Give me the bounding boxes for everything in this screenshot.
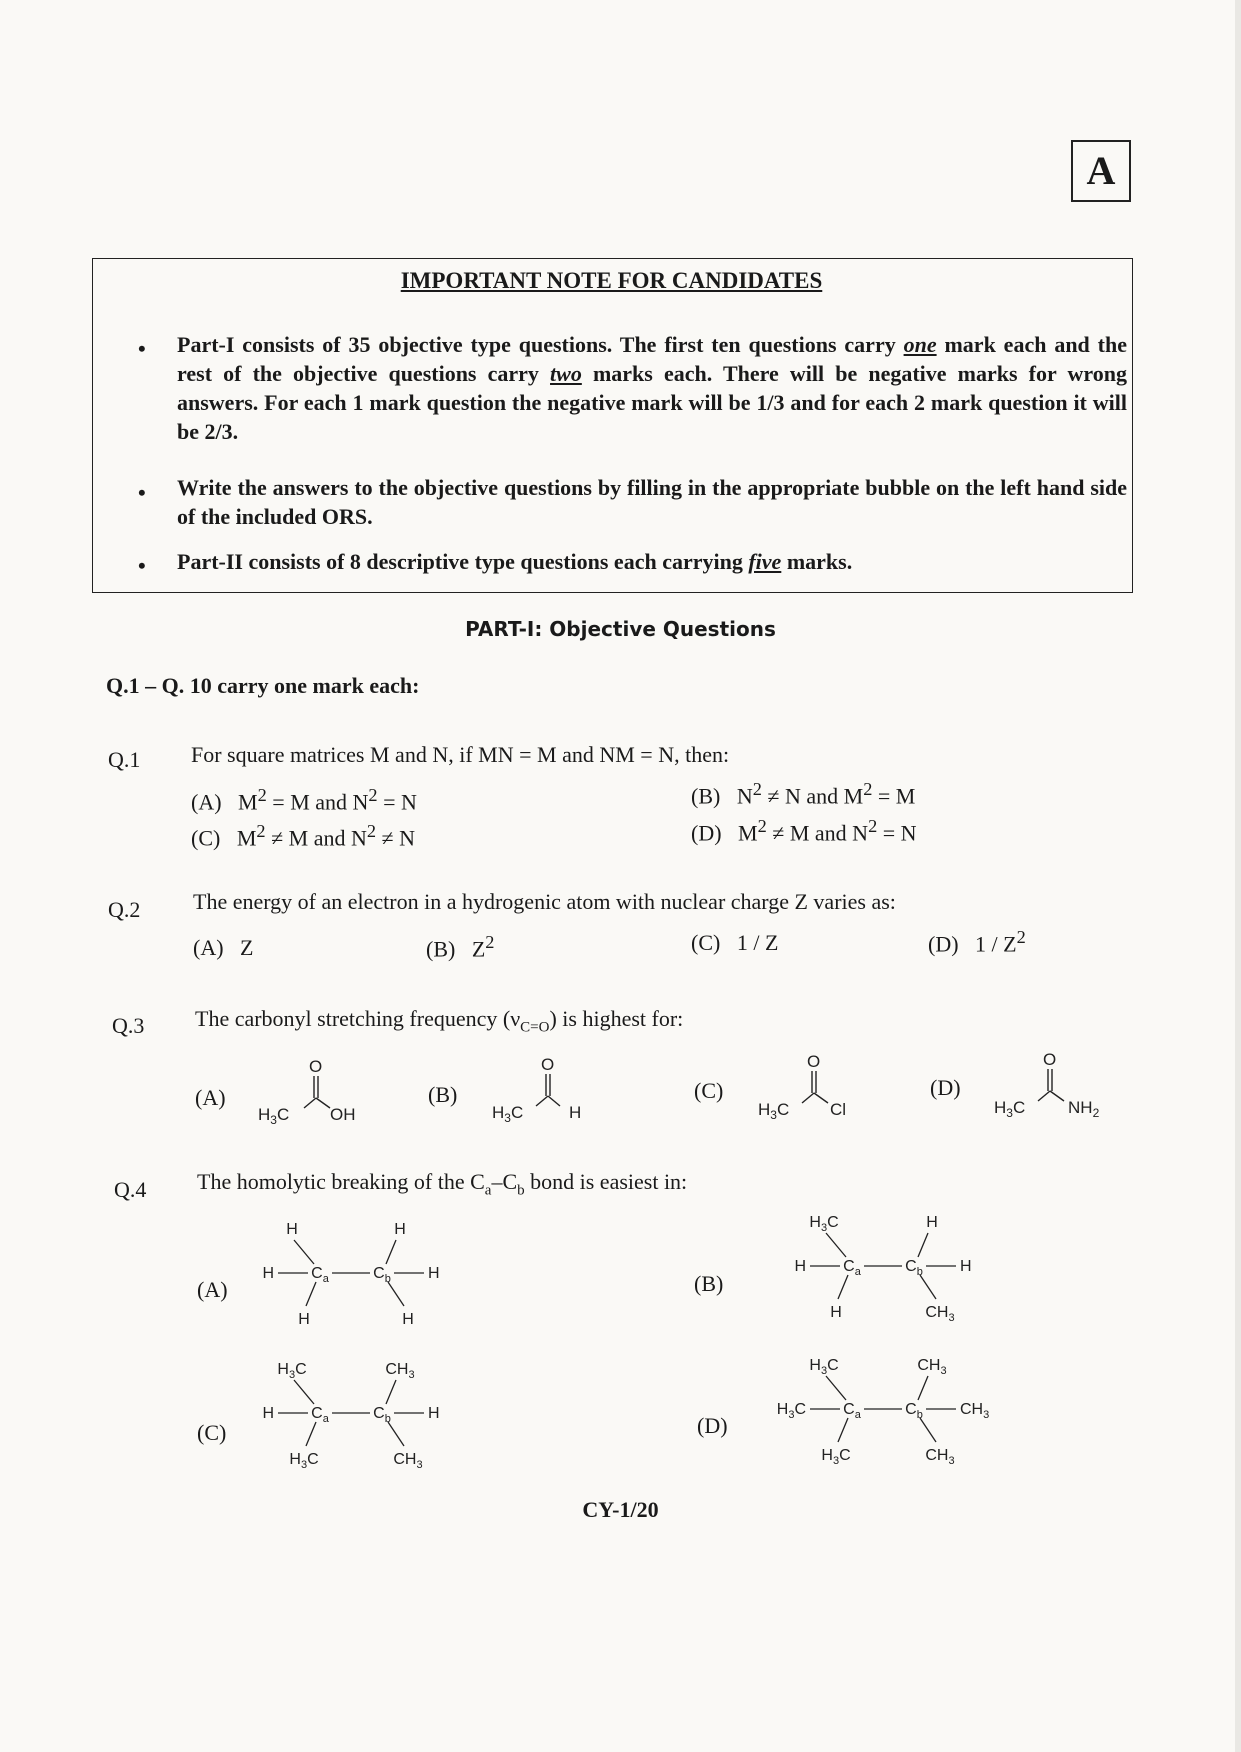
- q2-number: Q.2: [108, 897, 141, 922]
- substituent-upper-left: $H_3C$: [277, 1361, 307, 1381]
- carbon-a: $C_a$: [311, 1405, 329, 1425]
- svg-text:H3C: $H_3C$: [758, 1100, 790, 1122]
- note-item-1: Part-I consists of 35 objective type questions. The first ten questions carry one mark each and the rest of the objective questions carry two marks each. There will be negative marks for wrong answers. For each 1 mark question the negative mark will be 1/3 and for each 2 mark question it will be 2/3.: [177, 332, 1127, 444]
- q3-molecule-b: [484, 1048, 604, 1123]
- q1-option-a: (A) $M^2 = M$ and $N^2 = N$: [191, 785, 417, 815]
- q1-option-b: (B) $N^2 \ne N$ and $M^2 = M$: [691, 779, 916, 809]
- substituent-lower-right: $CH_3$: [393, 1451, 423, 1471]
- q4-molecule-b: [752, 1205, 1002, 1335]
- section-heading: Q.1 – Q. 10 carry one mark each:: [106, 673, 420, 698]
- carbon-b: $C_b$: [373, 1405, 391, 1425]
- carbon-a: $C_a$: [311, 1265, 329, 1285]
- substituent-lower-left: $H_3C$: [289, 1451, 319, 1471]
- q3-molecule-a: [250, 1050, 380, 1125]
- q4-option-a: (A): [197, 1277, 228, 1302]
- q2-option-a: (A) Z: [193, 935, 254, 960]
- bullet-1: •: [138, 336, 146, 361]
- scan-edge: [1235, 0, 1241, 1752]
- q4-option-d: (D): [697, 1413, 728, 1438]
- svg-text:O: O: [541, 1055, 555, 1074]
- substituent-right: H: [428, 1405, 440, 1422]
- svg-text:NH2: $NH_2$: [1068, 1098, 1100, 1120]
- note-item-3: Part-II consists of 8 descriptive type questions each carrying five marks.: [177, 549, 853, 574]
- bullet-2: •: [138, 480, 146, 505]
- svg-text:H: H: [569, 1103, 582, 1122]
- q3-molecule-d: [986, 1043, 1126, 1118]
- carbon-b: $C_b$: [905, 1401, 923, 1421]
- substituent-right: H: [428, 1265, 440, 1282]
- q3-option-d: (D): [930, 1075, 961, 1100]
- carbon-a: $C_a$: [843, 1401, 861, 1421]
- substituent-upper-left: $H_3C$: [809, 1214, 839, 1234]
- svg-text:H3C: $H_3C$: [994, 1098, 1026, 1120]
- set-code-box: [1071, 140, 1131, 202]
- substituent-right: $CH_3$: [960, 1401, 990, 1421]
- q4-text: The homolytic breaking of the $C_a-C_b$ bond is easiest in:: [197, 1169, 688, 1199]
- substituent-lower-right: H: [402, 1311, 414, 1328]
- substituent-lower-left: $H_3C$: [821, 1447, 851, 1467]
- q2-option-c: (C) 1 / Z: [691, 930, 779, 955]
- q1-number: Q.1: [108, 747, 141, 772]
- substituent-upper-left: $H_3C$: [809, 1357, 839, 1377]
- substituent-right: H: [960, 1258, 972, 1275]
- q1-option-c: (C) $M^2 \ne M$ and $N^2 \ne N$: [191, 821, 415, 851]
- set-code: A: [1086, 148, 1116, 193]
- substituent-upper-right: $CH_3$: [385, 1361, 415, 1381]
- svg-text:O: O: [309, 1057, 323, 1076]
- substituent-left: H: [794, 1258, 806, 1275]
- substituent-left: H: [262, 1265, 274, 1282]
- q2-text: The energy of an electron in a hydrogenic atom with nuclear charge Z varies as:: [193, 889, 896, 914]
- part-heading: PART-I: Objective Questions: [465, 617, 776, 641]
- carbon-a: $C_a$: [843, 1258, 861, 1278]
- substituent-left: H: [262, 1405, 274, 1422]
- substituent-lower-left: H: [830, 1304, 842, 1321]
- substituent-lower-left: H: [298, 1311, 310, 1328]
- q2-option-b: (B) $Z^2$: [426, 932, 495, 962]
- q4-option-c: (C): [197, 1420, 227, 1445]
- q1-option-d: (D) $M^2 \ne M$ and $N^2 = N$: [691, 816, 917, 846]
- q4-option-b: (B): [694, 1271, 724, 1296]
- carbon-b: $C_b$: [905, 1258, 923, 1278]
- svg-text:O: O: [1043, 1050, 1057, 1069]
- q4-molecule-c: [250, 1352, 470, 1482]
- bullet-3: •: [138, 553, 146, 578]
- svg-text:Cl: Cl: [830, 1100, 847, 1119]
- q3-option-b: (B): [428, 1082, 458, 1107]
- note-item-2: Write the answers to the objective questions by filling in the appropriate bubble on the left hand side of the included ORS.: [177, 475, 1127, 529]
- q1-text: For square matrices M and N, if MN = M and NM = N, then:: [191, 742, 730, 767]
- substituent-upper-right: H: [926, 1214, 938, 1231]
- carbon-b: $C_b$: [373, 1265, 391, 1285]
- q4-molecule-d: [752, 1348, 1002, 1478]
- q2-option-d: (D) $1 / Z^2$: [928, 927, 1026, 957]
- substituent-upper-right: H: [394, 1221, 406, 1238]
- substituent-lower-right: $CH_3$: [925, 1447, 955, 1467]
- q3-option-c: (C): [694, 1078, 724, 1103]
- q4-number: Q.4: [114, 1177, 147, 1202]
- substituent-upper-right: $CH_3$: [917, 1357, 947, 1377]
- svg-text:OH: OH: [330, 1105, 356, 1124]
- q3-molecule-c: [750, 1045, 870, 1120]
- svg-text:O: O: [807, 1052, 821, 1071]
- substituent-lower-right: $CH_3$: [925, 1304, 955, 1324]
- q3-text: The carbonyl stretching frequency $(\nu_{C=O})$ is highest for:: [195, 1006, 684, 1036]
- page-footer: CY-1/20: [582, 1497, 659, 1522]
- substituent-upper-left: H: [286, 1221, 298, 1238]
- q3-option-a: (A): [195, 1085, 226, 1110]
- q3-number: Q.3: [112, 1013, 145, 1038]
- svg-text:H3C: $H_3C$: [258, 1105, 290, 1127]
- q4-molecule-a: [250, 1212, 470, 1342]
- note-title: IMPORTANT NOTE FOR CANDIDATES: [400, 268, 823, 293]
- substituent-left: $H_3C$: [776, 1401, 806, 1421]
- svg-text:H3C: $H_3C$: [492, 1103, 524, 1125]
